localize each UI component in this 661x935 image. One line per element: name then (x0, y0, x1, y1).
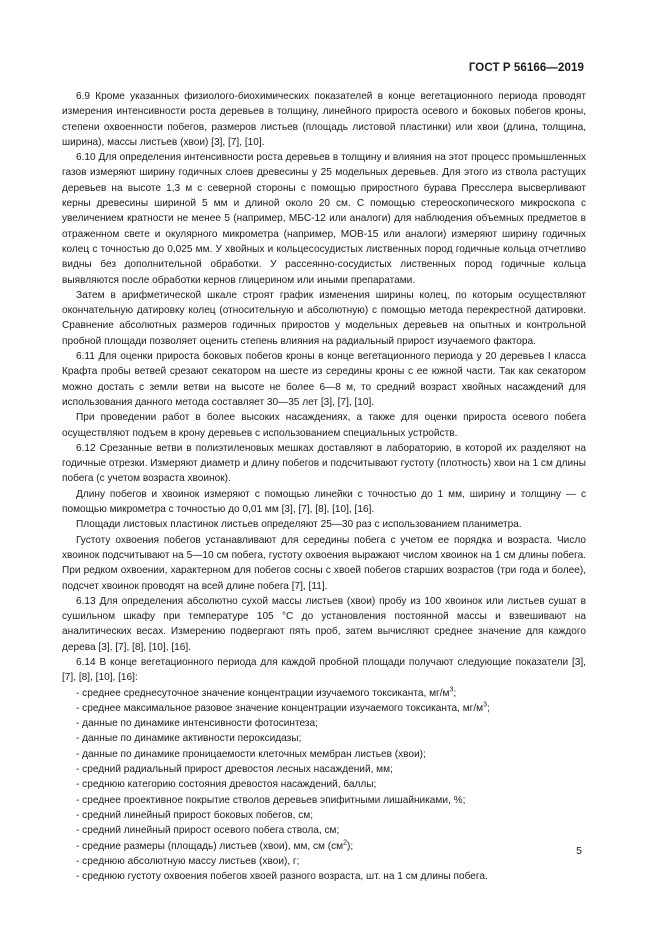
paragraph: При проведении работ в более высоких насаждениях, а также для оценки прироста осевого побега осуществляют подъем в крону деревьев с использованием специальных устройств. (62, 412, 586, 439)
paragraph: 6.12 Срезанные ветви в полиэтиленовых мешках доставляют в лабораторию, в которой их разделяют на годичные отрезки. Измеряют диаметр и длину побегов и подсчитывают густоту (плотность) хвои на 1 см длины побега (с учетом возраста хвоинок). (62, 442, 586, 485)
paragraph: Длину побегов и хвоинок измеряют с помощью линейки с точностью до 1 мм, ширину и толщину — с помощью микрометра с точностью до 0,01 мм [3], [7], [8], [10], [16]. (62, 488, 586, 516)
list-item: - среднюю категорию состояния древостоя насаждений, баллы; (76, 779, 377, 791)
body-text (62, 89, 586, 884)
paragraph: Затем в арифметической шкале строят график изменения ширины колец, по которым осуществляют окончательную датировку колец (относительную и абсолютную) с помощью метода перекрестной датировки. Сравнение абсолютных размеров годичных приростов у модельных деревьев на опытных и контрольной пробной площади позволяет оценить степень влияния на радиальный прирост изучаемого фактора. (62, 289, 586, 347)
list-item: - данные по динамике активности пероксидазы; (76, 733, 302, 745)
list-item: - средние размеры (площадь) листьев (хвои), мм, см $(см^2)$; (76, 839, 354, 852)
standard-code: ГОСТ Р 56166—2019 (468, 62, 584, 74)
list-item: - данные по динамике проницаемости клеточных мембран листьев (хвои); (76, 748, 426, 760)
list-item: - средний радиальный прирост древостоя лесных насаждений, мм; (76, 764, 393, 776)
list-item: - среднее среднесуточное значение концентрации изучаемого токсиканта, $мг/м^3$; (76, 686, 457, 699)
list-item: - среднее максимальное разовое значение концентрации изучаемого токсиканта, $мг/м^3$; (76, 701, 490, 714)
list-item: - средний линейный прирост осевого побега ствола, см; (76, 825, 340, 837)
list-item: - среднюю густоту охвоения побегов хвоей разного возраста, шт. на 1 см длины побега. (76, 871, 488, 883)
list-item: - среднюю абсолютную массу листьев (хвои), г; (76, 855, 300, 867)
indicator-list (62, 686, 586, 885)
paragraph: 6.13 Для определения абсолютно сухой массы листьев (хвои) пробу из 100 хвоинок или листьев сушат в сушильном шкафу при температуре 105 °С до установления постоянной массы и взвешивают на аналитических весах. Измерению подвергают пять проб, затем вычисляют среднее значение для каждого дерева [3], [7], [8], [10], [16]. (62, 595, 586, 653)
paragraph: 6.14 В конце вегетационного периода для каждой пробной площади получают следующие показатели [3], [7], [8], [10], [16]: (62, 656, 586, 684)
list-item: - средний линейный прирост боковых побегов, см; (76, 809, 314, 821)
paragraph: Площади листовых пластинок листьев определяют 25—30 раз с использованием планиметра. (76, 519, 522, 531)
list-item: - среднее проективное покрытие стволов деревьев эпифитными лишайниками, %; (76, 794, 466, 806)
paragraph: 6.10 Для определения интенсивности роста деревьев в толщину и влияния на этот процесс промышленных газов измеряют ширину годичных слоев древесины у 25 модельных деревьев. Для этого из ствола растущих деревьев на высоте 1,3 м с северной стороны с помощью приростного бурава Пресслера высверливают керны древесины шириной 5 мм и длиной около 20 см. С помощью стереоскопического микроскопа с увеличением кратности не менее 5 (например, МБС-12 или аналоги) для наблюдения объемных предметов в отраженном свете и окулярного микрометра (например, МОВ-15 или аналоги) измеряют ширину годичных колец с точностью до 0,025 мм. У хвойных и кольцесосудистых лиственных пород годичные кольца отчетливо видны без дополнительной обработки. У рассеянно-сосудистых лиственных пород годичные кольца выявляются после обработки кернов глицерином или иными препаратами. (62, 152, 586, 286)
paragraph: Густоту охвоения побегов устанавливают для середины побега с учетом ее порядка и возраста. Число хвоинок подсчитывают на 5—10 см побега, густоту охвоения выражают числом хвоинок на 1 см длины побега. При редком охвоении, характерном для побегов сосны с хвоей побегов старших возрастов (три года и более), подсчет хвоинок проводят на всей длине побега [7], [11]. (62, 534, 586, 592)
page-number: 5 (576, 845, 582, 857)
list-item: - данные по динамике интенсивности фотосинтеза; (76, 718, 318, 730)
paragraph: 6.11 Для оценки прироста боковых побегов кроны в конце вегетационного периода у 20 деревьев I класса Крафта пробы ветвей срезают секатором на шесте из середины кроны с ее южной части. Так как секатором можно достать с земли ветви на высоте не более 6—8 м, то средний возраст хвойных насаждений для использования данного метода составляет 30—35 лет [3], [7], [10]. (62, 351, 586, 408)
paragraph: 6.9 Кроме указанных физиолого-биохимических показателей в конце вегетационного периода проводят измерения интенсивности роста деревьев в толщину, линейного прироста осевого и боковых побегов кроны, степени охвоенности побегов, размеров листьев (площадь листовой пластинки) или хвои (длина, толщина, ширина), массы листьев (хвои) [3], [7], [10]. (62, 91, 586, 148)
